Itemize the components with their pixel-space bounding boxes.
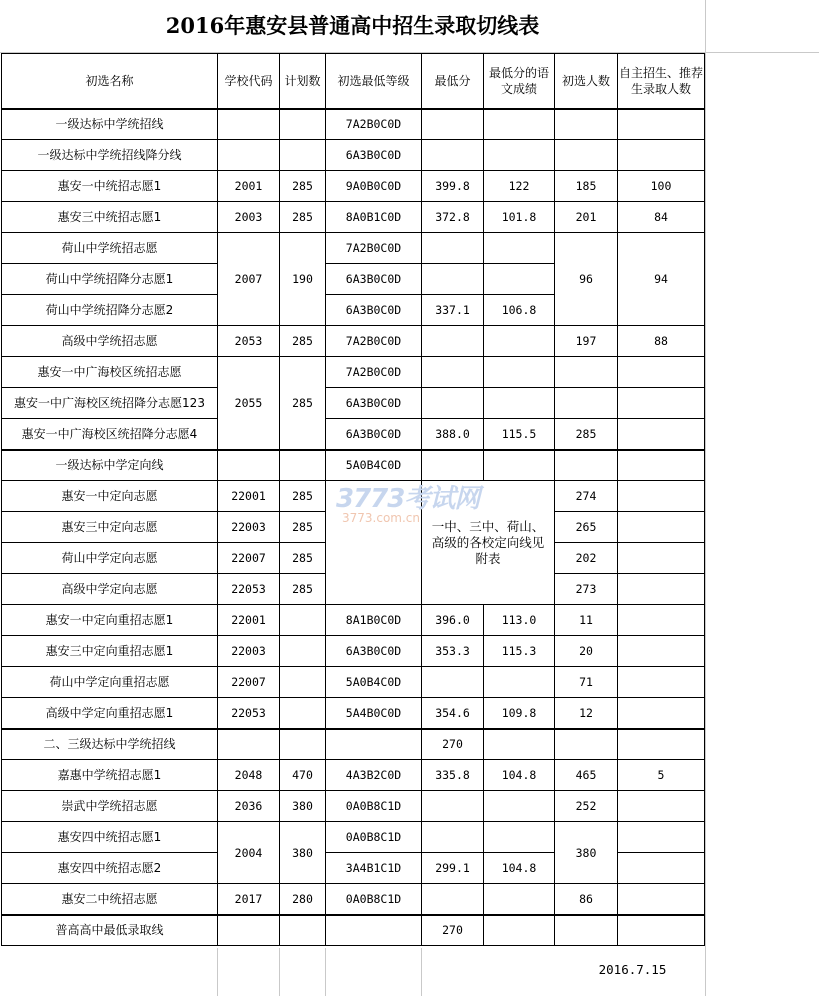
cell-recommend — [618, 357, 705, 388]
header-name: 初选名称 — [2, 54, 218, 109]
cell-recommend — [618, 729, 705, 760]
header-chinese: 最低分的语文成绩 — [484, 54, 555, 109]
table-row — [2, 171, 705, 202]
cell-code: 22001 — [218, 481, 280, 512]
cell-grade: 7A2B0C0D — [326, 109, 422, 140]
cell-chinese — [484, 822, 555, 853]
cell-count: 202 — [555, 543, 618, 574]
watermark-url: 3773.com.cn — [342, 511, 420, 525]
cell-min: 372.8 — [422, 202, 484, 233]
cell-count: 265 — [555, 512, 618, 543]
table-row — [2, 915, 705, 946]
cell-count: 12 — [555, 698, 618, 729]
table-row — [2, 140, 705, 171]
table-row — [2, 450, 705, 481]
cell-plan: 285 — [280, 202, 326, 233]
cell-plan — [280, 698, 326, 729]
cell-code: 2053 — [218, 326, 280, 357]
cell-min: 388.0 — [422, 419, 484, 450]
table-row — [2, 233, 705, 264]
cell-count: 285 — [555, 419, 618, 450]
cell-code: 22003 — [218, 636, 280, 667]
cell-grade — [326, 915, 422, 946]
cell-grade: 5A4B0C0D — [326, 698, 422, 729]
cell-recommend — [618, 822, 705, 853]
cell-chinese: 115.5 — [484, 419, 555, 450]
row-name: 嘉惠中学统招志愿1 — [2, 760, 218, 791]
cell-grade: 8A1B0C0D — [326, 605, 422, 636]
grid-line — [705, 0, 706, 996]
cell-recommend — [618, 574, 705, 605]
cell-min — [422, 884, 484, 915]
cell-recommend — [618, 667, 705, 698]
cell-grade: 6A3B0C0D — [326, 636, 422, 667]
table-row — [2, 698, 705, 729]
cell-grade: 7A2B0C0D — [326, 326, 422, 357]
header-plan: 计划数 — [280, 54, 326, 109]
cell-chinese — [484, 667, 555, 698]
row-name: 一级达标中学定向线 — [2, 450, 218, 481]
cell-code: 2001 — [218, 171, 280, 202]
cell-grade: 6A3B0C0D — [326, 295, 422, 326]
row-name: 惠安一中统招志愿1 — [2, 171, 218, 202]
cell-chinese — [484, 791, 555, 822]
cell-plan — [280, 109, 326, 140]
cell-min — [422, 450, 484, 481]
row-name: 普高高中最低录取线 — [2, 915, 218, 946]
cell-grade: 3A4B1C1D — [326, 853, 422, 884]
row-name: 惠安二中统招志愿 — [2, 884, 218, 915]
cell-plan: 380 — [280, 791, 326, 822]
cell-min: 299.1 — [422, 853, 484, 884]
cell-recommend — [618, 543, 705, 574]
header-min: 最低分 — [422, 54, 484, 109]
cell-min: 353.3 — [422, 636, 484, 667]
cell-plan — [280, 729, 326, 760]
row-name: 惠安四中统招志愿2 — [2, 853, 218, 884]
cell-recommend: 94 — [618, 233, 705, 326]
cell-recommend — [618, 915, 705, 946]
table-row — [2, 760, 705, 791]
table-row — [2, 729, 705, 760]
cell-plan: 285 — [280, 543, 326, 574]
cell-plan: 470 — [280, 760, 326, 791]
cell-plan: 190 — [280, 233, 326, 326]
directed-note: 一中、三中、荷山、高级的各校定向线见附表 — [422, 481, 555, 605]
cell-min — [422, 822, 484, 853]
cell-count: 380 — [555, 822, 618, 884]
table-row — [2, 419, 705, 450]
row-name: 惠安一中广海校区统招志愿 — [2, 357, 218, 388]
cell-code: 2017 — [218, 884, 280, 915]
cell-grade: 7A2B0C0D — [326, 233, 422, 264]
grid-line — [421, 948, 422, 996]
cell-grade: 0A0B8C1D — [326, 822, 422, 853]
cell-count: 86 — [555, 884, 618, 915]
cell-grade — [326, 481, 422, 605]
cell-code: 2007 — [218, 233, 280, 326]
footer-date: 2016.7.15 — [598, 962, 667, 977]
header-recommend: 自主招生、推荐生录取人数 — [618, 54, 705, 109]
cell-count — [555, 140, 618, 171]
cell-recommend: 100 — [618, 171, 705, 202]
cell-count: 185 — [555, 171, 618, 202]
table-row — [2, 605, 705, 636]
cell-count — [555, 388, 618, 419]
cell-min — [422, 791, 484, 822]
cell-chinese: 115.3 — [484, 636, 555, 667]
cell-count: 96 — [555, 233, 618, 326]
table-row — [2, 357, 705, 388]
row-name: 惠安三中统招志愿1 — [2, 202, 218, 233]
cell-count: 273 — [555, 574, 618, 605]
cell-plan: 285 — [280, 171, 326, 202]
cell-count — [555, 109, 618, 140]
cell-recommend — [618, 791, 705, 822]
cell-code — [218, 729, 280, 760]
cell-grade: 6A3B0C0D — [326, 140, 422, 171]
table-row — [2, 109, 705, 140]
cell-code: 2055 — [218, 357, 280, 450]
table-row — [2, 202, 705, 233]
cell-count: 20 — [555, 636, 618, 667]
cell-chinese: 106.8 — [484, 295, 555, 326]
cell-plan: 280 — [280, 884, 326, 915]
cell-plan: 285 — [280, 574, 326, 605]
row-name: 惠安三中定向重招志愿1 — [2, 636, 218, 667]
cell-count: 197 — [555, 326, 618, 357]
cell-code — [218, 109, 280, 140]
cell-chinese — [484, 233, 555, 264]
cell-recommend — [618, 109, 705, 140]
cell-chinese — [484, 915, 555, 946]
cell-plan — [280, 140, 326, 171]
row-name: 惠安一中定向志愿 — [2, 481, 218, 512]
header-code: 学校代码 — [218, 54, 280, 109]
row-name: 惠安一中定向重招志愿1 — [2, 605, 218, 636]
cell-min: 270 — [422, 915, 484, 946]
row-name: 高级中学定向重招志愿1 — [2, 698, 218, 729]
cell-chinese — [484, 140, 555, 171]
row-name: 惠安一中广海校区统招降分志愿123 — [2, 388, 218, 419]
cell-chinese: 104.8 — [484, 853, 555, 884]
cell-grade: 6A3B0C0D — [326, 419, 422, 450]
cell-chinese: 122 — [484, 171, 555, 202]
cell-grade: 5A0B4C0D — [326, 667, 422, 698]
cell-chinese: 104.8 — [484, 760, 555, 791]
cell-min — [422, 357, 484, 388]
admission-table — [1, 53, 705, 946]
row-name: 二、三级达标中学统招线 — [2, 729, 218, 760]
cell-chinese: 101.8 — [484, 202, 555, 233]
cell-recommend — [618, 450, 705, 481]
cell-chinese — [484, 357, 555, 388]
table-row — [2, 667, 705, 698]
cell-recommend — [618, 140, 705, 171]
row-name: 惠安一中广海校区统招降分志愿4 — [2, 419, 218, 450]
cell-recommend — [618, 388, 705, 419]
grid-line — [279, 948, 280, 996]
cell-count: 71 — [555, 667, 618, 698]
cell-code: 2048 — [218, 760, 280, 791]
cell-recommend — [618, 481, 705, 512]
cell-plan: 285 — [280, 512, 326, 543]
cell-chinese — [484, 729, 555, 760]
cell-min: 399.8 — [422, 171, 484, 202]
cell-min — [422, 264, 484, 295]
cell-plan — [280, 605, 326, 636]
cell-plan — [280, 450, 326, 481]
cell-count — [555, 357, 618, 388]
cell-plan — [280, 667, 326, 698]
cell-count: 201 — [555, 202, 618, 233]
cell-plan: 380 — [280, 822, 326, 884]
page-title: 2016年惠安县普通高中招生录取切线表 — [165, 13, 540, 38]
cell-min: 270 — [422, 729, 484, 760]
cell-chinese — [484, 109, 555, 140]
cell-code: 22001 — [218, 605, 280, 636]
cell-grade: 6A3B0C0D — [326, 264, 422, 295]
row-name: 荷山中学定向重招志愿 — [2, 667, 218, 698]
row-name: 高级中学定向志愿 — [2, 574, 218, 605]
cell-code — [218, 915, 280, 946]
row-name: 荷山中学统招降分志愿2 — [2, 295, 218, 326]
cell-count: 274 — [555, 481, 618, 512]
table-row — [2, 884, 705, 915]
table-row — [2, 822, 705, 853]
cell-code: 2036 — [218, 791, 280, 822]
cell-recommend — [618, 512, 705, 543]
cell-min — [422, 140, 484, 171]
cell-grade: 7A2B0C0D — [326, 357, 422, 388]
cell-grade: 0A0B8C1D — [326, 791, 422, 822]
cell-code: 22007 — [218, 543, 280, 574]
cell-recommend: 84 — [618, 202, 705, 233]
cell-recommend — [618, 419, 705, 450]
cell-min — [422, 667, 484, 698]
cell-plan: 285 — [280, 481, 326, 512]
cell-min: 396.0 — [422, 605, 484, 636]
cell-code — [218, 140, 280, 171]
cell-count: 11 — [555, 605, 618, 636]
grid-line — [325, 948, 326, 996]
header-count: 初选人数 — [555, 54, 618, 109]
cell-recommend — [618, 853, 705, 884]
cell-chinese — [484, 326, 555, 357]
table-row — [2, 481, 705, 512]
cell-plan — [280, 636, 326, 667]
cell-min: 354.6 — [422, 698, 484, 729]
row-name: 惠安四中统招志愿1 — [2, 822, 218, 853]
row-name: 荷山中学统招降分志愿1 — [2, 264, 218, 295]
cell-chinese — [484, 264, 555, 295]
cell-min — [422, 326, 484, 357]
header-grade: 初选最低等级 — [326, 54, 422, 109]
row-name: 崇武中学统招志愿 — [2, 791, 218, 822]
cell-recommend — [618, 636, 705, 667]
table-row — [2, 388, 705, 419]
cell-grade: 5A0B4C0D — [326, 450, 422, 481]
cell-chinese: 109.8 — [484, 698, 555, 729]
cell-code: 22007 — [218, 667, 280, 698]
cell-recommend — [618, 884, 705, 915]
cell-grade: 0A0B8C1D — [326, 884, 422, 915]
cell-grade: 8A0B1C0D — [326, 202, 422, 233]
row-name: 一级达标中学统招线降分线 — [2, 140, 218, 171]
grid-line — [0, 52, 819, 53]
cell-chinese — [484, 884, 555, 915]
cell-plan — [280, 915, 326, 946]
cell-min — [422, 109, 484, 140]
cell-recommend: 88 — [618, 326, 705, 357]
cell-count — [555, 450, 618, 481]
cell-count — [555, 729, 618, 760]
cell-code — [218, 450, 280, 481]
cell-code: 2003 — [218, 202, 280, 233]
row-name: 一级达标中学统招线 — [2, 109, 218, 140]
table-row — [2, 636, 705, 667]
cell-code: 22053 — [218, 698, 280, 729]
cell-min — [422, 388, 484, 419]
row-name: 荷山中学定向志愿 — [2, 543, 218, 574]
cell-count: 465 — [555, 760, 618, 791]
row-name: 高级中学统招志愿 — [2, 326, 218, 357]
cell-chinese — [484, 450, 555, 481]
grid-line — [217, 948, 218, 996]
table-row — [2, 326, 705, 357]
cell-min: 337.1 — [422, 295, 484, 326]
cell-plan: 285 — [280, 357, 326, 450]
cell-plan: 285 — [280, 326, 326, 357]
cell-recommend: 5 — [618, 760, 705, 791]
table-row — [2, 791, 705, 822]
watermark-logo: 3773考试网 — [336, 484, 480, 514]
cell-code: 22003 — [218, 512, 280, 543]
cell-min: 335.8 — [422, 760, 484, 791]
row-name: 惠安三中定向志愿 — [2, 512, 218, 543]
cell-grade: 6A3B0C0D — [326, 388, 422, 419]
cell-recommend — [618, 698, 705, 729]
cell-count — [555, 915, 618, 946]
cell-count: 252 — [555, 791, 618, 822]
cell-chinese: 113.0 — [484, 605, 555, 636]
cell-grade — [326, 729, 422, 760]
cell-code: 2004 — [218, 822, 280, 884]
cell-min — [422, 233, 484, 264]
cell-code: 22053 — [218, 574, 280, 605]
cell-recommend — [618, 605, 705, 636]
cell-grade: 4A3B2C0D — [326, 760, 422, 791]
table-header-row — [2, 54, 705, 109]
row-name: 荷山中学统招志愿 — [2, 233, 218, 264]
cell-chinese — [484, 388, 555, 419]
cell-grade: 9A0B0C0D — [326, 171, 422, 202]
